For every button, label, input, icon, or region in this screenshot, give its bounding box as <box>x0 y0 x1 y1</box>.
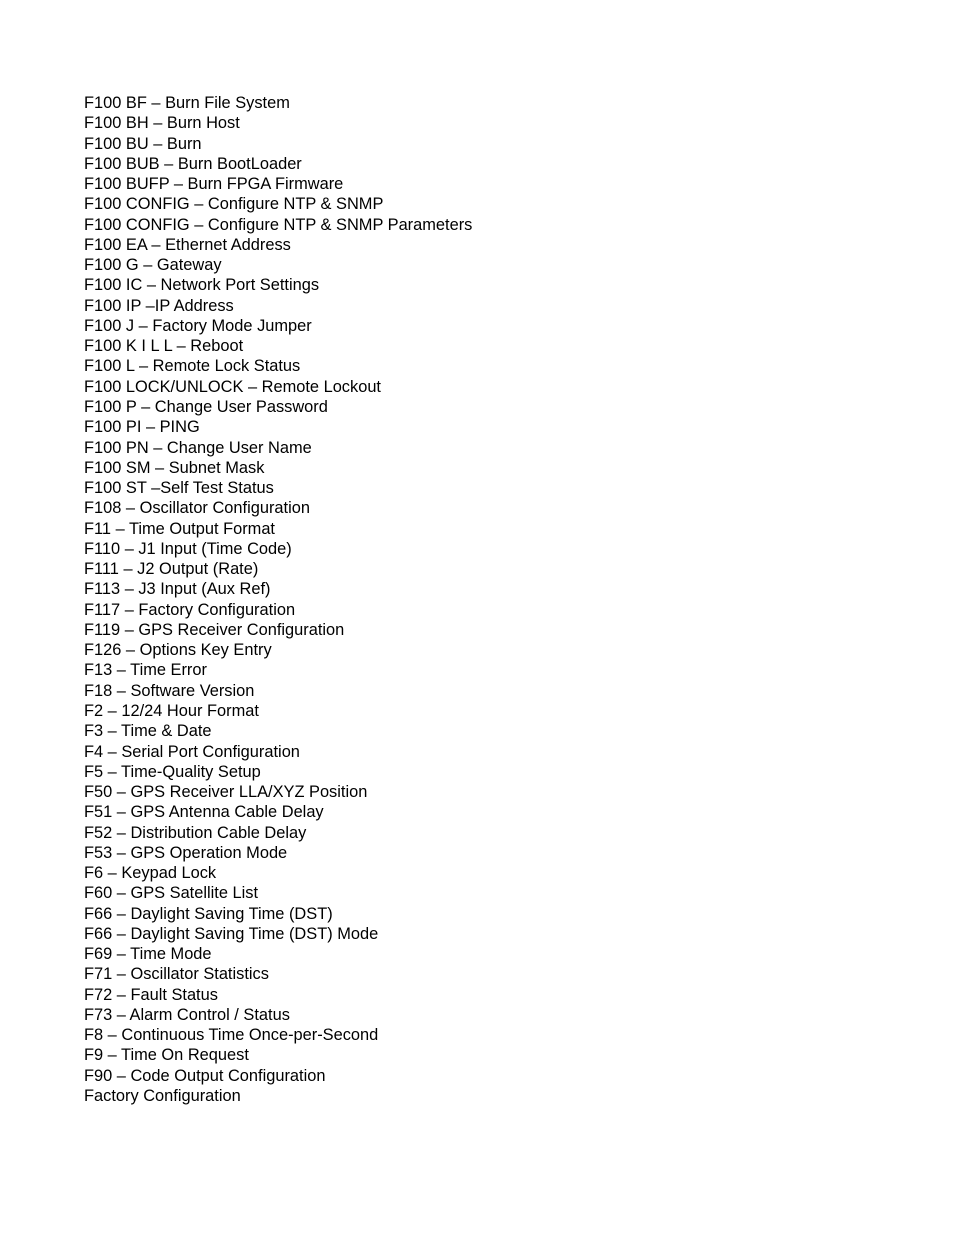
index-entry: F90 – Code Output Configuration <box>84 1066 326 1085</box>
index-entry: F100 PN – Change User Name <box>84 438 312 457</box>
index-entry: F8 – Continuous Time Once-per-Second <box>84 1026 379 1045</box>
index-entry: F11 – Time Output Format <box>84 519 275 538</box>
index-entry: F2 – 12/24 Hour Format <box>84 701 259 720</box>
index-entry: F100 IC – Network Port Settings <box>84 276 320 295</box>
index-entry: F100 BH – Burn Host <box>84 114 240 133</box>
index-entry: F100 BF – Burn File System <box>84 94 290 112</box>
index-entry: F119 – GPS Receiver Configuration <box>84 620 345 639</box>
index-entry: F50 – GPS Receiver LLA/XYZ Position <box>84 783 368 802</box>
index-entry: F126 – Options Key Entry <box>84 641 272 660</box>
index-entry: F66 – Daylight Saving Time (DST) <box>84 904 333 923</box>
index-entry: F72 – Fault Status <box>84 985 218 1004</box>
index-entry: F100 CONFIG – Configure NTP & SNMP <box>84 195 384 214</box>
index-entry: F9 – Time On Request <box>84 1046 249 1065</box>
index-entry: F100 CONFIG – Configure NTP & SNMP Parameters <box>84 215 473 234</box>
index-entry: F100 K I L L – Reboot <box>84 337 244 356</box>
index-entry: F52 – Distribution Cable Delay <box>84 823 307 842</box>
index-entry: F110 – J1 Input (Time Code) <box>84 539 292 558</box>
index-entry: F5 – Time-Quality Setup <box>84 762 261 781</box>
index-entry: F100 G – Gateway <box>84 256 222 275</box>
index-entry: F100 L – Remote Lock Status <box>84 357 301 376</box>
index-entry: F100 PI – PING <box>84 418 200 437</box>
index-entry: F100 BU – Burn <box>84 134 202 153</box>
index-entry: F117 – Factory Configuration <box>84 600 296 619</box>
index-entry: F13 – Time Error <box>84 661 207 680</box>
index-entry: F100 LOCK/UNLOCK – Remote Lockout <box>84 377 381 396</box>
index-entry: F6 – Keypad Lock <box>84 864 217 883</box>
index-entry: F51 – GPS Antenna Cable Delay <box>84 803 324 822</box>
index-entry: F69 – Time Mode <box>84 945 212 964</box>
index-entry: F73 – Alarm Control / Status <box>84 1005 290 1024</box>
index-entry: F71 – Oscillator Statistics <box>84 965 269 984</box>
index-entry: F4 – Serial Port Configuration <box>84 742 300 761</box>
index-entry: F3 – Time & Date <box>84 722 212 741</box>
index-entry: F100 J – Factory Mode Jumper <box>84 316 312 335</box>
index-entry: F66 – Daylight Saving Time (DST) Mode <box>84 924 379 943</box>
function-index-list <box>84 93 472 1106</box>
index-entry: F111 – J2 Output (Rate) <box>84 560 259 579</box>
index-entry: F100 BUFP – Burn FPGA Firmware <box>84 175 344 194</box>
index-entry: F113 – J3 Input (Aux Ref) <box>84 580 271 599</box>
index-entry: F100 EA – Ethernet Address <box>84 235 291 254</box>
index-entry: F100 IP –IP Address <box>84 296 234 315</box>
index-entry: F100 BUB – Burn BootLoader <box>84 154 302 173</box>
index-entry: F18 – Software Version <box>84 681 255 700</box>
index-entry: F108 – Oscillator Configuration <box>84 499 310 518</box>
index-entry: F100 SM – Subnet Mask <box>84 458 265 477</box>
index-entry: Factory Configuration <box>84 1087 241 1106</box>
index-entry: F60 – GPS Satellite List <box>84 884 259 903</box>
index-entry: F100 P – Change User Password <box>84 397 328 416</box>
index-entry: F53 – GPS Operation Mode <box>84 843 288 862</box>
index-entry: F100 ST –Self Test Status <box>84 479 274 498</box>
